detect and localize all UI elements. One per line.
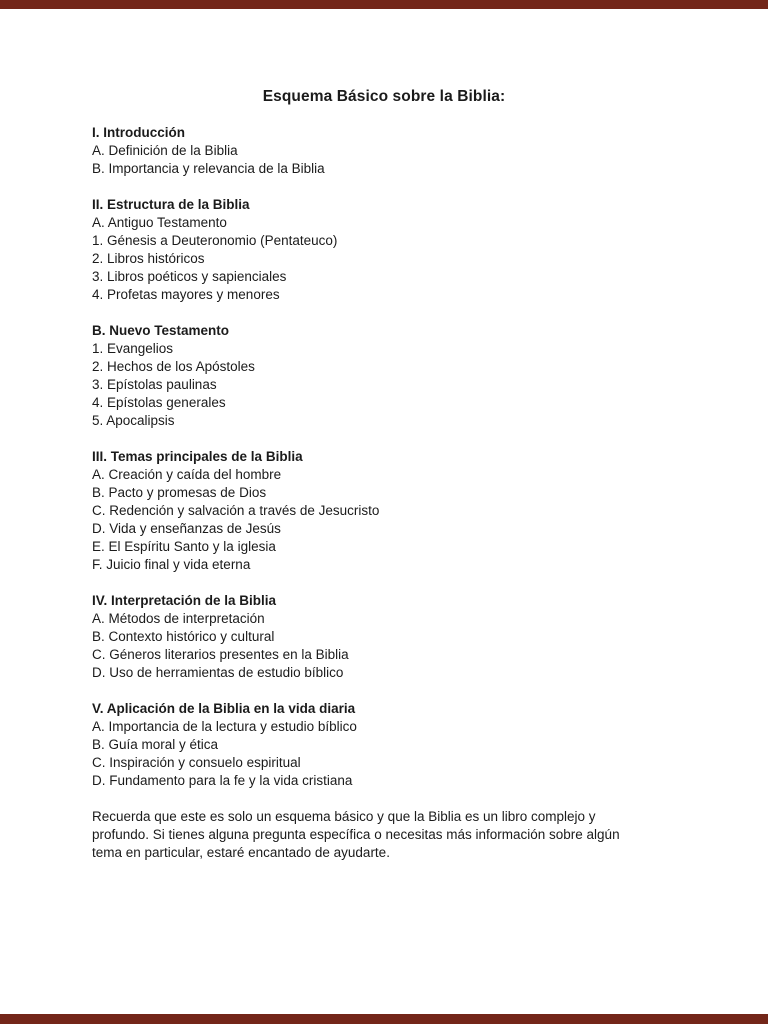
- outline-item: B. Guía moral y ética: [92, 737, 219, 752]
- closing-paragraph-line: profundo. Si tienes alguna pregunta específica o necesitas más información sobre algún: [92, 827, 620, 842]
- outline-item: A. Definición de la Biblia: [92, 143, 238, 158]
- section-nuevo-testamento: [92, 322, 676, 430]
- outline-item: C. Géneros literarios presentes en la Biblia: [92, 647, 349, 662]
- outline-item: 3. Libros poéticos y sapienciales: [92, 269, 287, 284]
- section-heading: II. Estructura de la Biblia: [92, 197, 250, 212]
- outline-item: 2. Libros históricos: [92, 251, 205, 266]
- section-interpretacion: [92, 592, 676, 682]
- outline-item: 3. Epístolas paulinas: [92, 377, 217, 392]
- outline-item: 4. Epístolas generales: [92, 395, 226, 410]
- outline-item: A. Importancia de la lectura y estudio bíblico: [92, 719, 357, 734]
- section-introduccion: [92, 124, 676, 178]
- viewer-edge-bar-top: [0, 0, 768, 9]
- section-aplicacion: [92, 700, 676, 790]
- closing-paragraph: [92, 808, 676, 862]
- outline-item: F. Juicio final y vida eterna: [92, 557, 251, 572]
- closing-paragraph-line: Recuerda que este es solo un esquema básico y que la Biblia es un libro complejo y: [92, 809, 596, 824]
- outline-item: E. El Espíritu Santo y la iglesia: [92, 539, 276, 554]
- outline-item: B. Pacto y promesas de Dios: [92, 485, 267, 500]
- doc-title: Esquema Básico sobre la Biblia:: [262, 88, 506, 105]
- outline-item: B. Contexto histórico y cultural: [92, 629, 275, 644]
- document-page: [92, 88, 676, 862]
- outline-item: 1. Génesis a Deuteronomio (Pentateuco): [92, 233, 338, 248]
- section-temas-principales: [92, 448, 676, 574]
- outline-item: A. Antiguo Testamento: [92, 215, 227, 230]
- outline-item: 5. Apocalipsis: [92, 413, 175, 428]
- section-heading: B. Nuevo Testamento: [92, 323, 230, 338]
- section-heading: I. Introducción: [92, 125, 185, 140]
- outline-item: C. Inspiración y consuelo espiritual: [92, 755, 301, 770]
- outline-item: D. Vida y enseñanzas de Jesús: [92, 521, 281, 536]
- outline-item: 4. Profetas mayores y menores: [92, 287, 280, 302]
- outline-item: A. Métodos de interpretación: [92, 611, 265, 626]
- outline-item: 2. Hechos de los Apóstoles: [92, 359, 255, 374]
- section-estructura: [92, 196, 676, 304]
- section-heading: III. Temas principales de la Biblia: [92, 449, 303, 464]
- section-heading: IV. Interpretación de la Biblia: [92, 593, 277, 608]
- section-heading: V. Aplicación de la Biblia en la vida diaria: [92, 701, 356, 716]
- outline-item: 1. Evangelios: [92, 341, 174, 356]
- outline-item: D. Uso de herramientas de estudio bíblico: [92, 665, 344, 680]
- outline-item: B. Importancia y relevancia de la Biblia: [92, 161, 325, 176]
- closing-paragraph-line: tema en particular, estaré encantado de ayudarte.: [92, 845, 390, 860]
- outline-item: C. Redención y salvación a través de Jesucristo: [92, 503, 380, 518]
- outline-item: D. Fundamento para la fe y la vida cristiana: [92, 773, 353, 788]
- outline-item: A. Creación y caída del hombre: [92, 467, 282, 482]
- viewer-edge-bar-bottom: [0, 1014, 768, 1024]
